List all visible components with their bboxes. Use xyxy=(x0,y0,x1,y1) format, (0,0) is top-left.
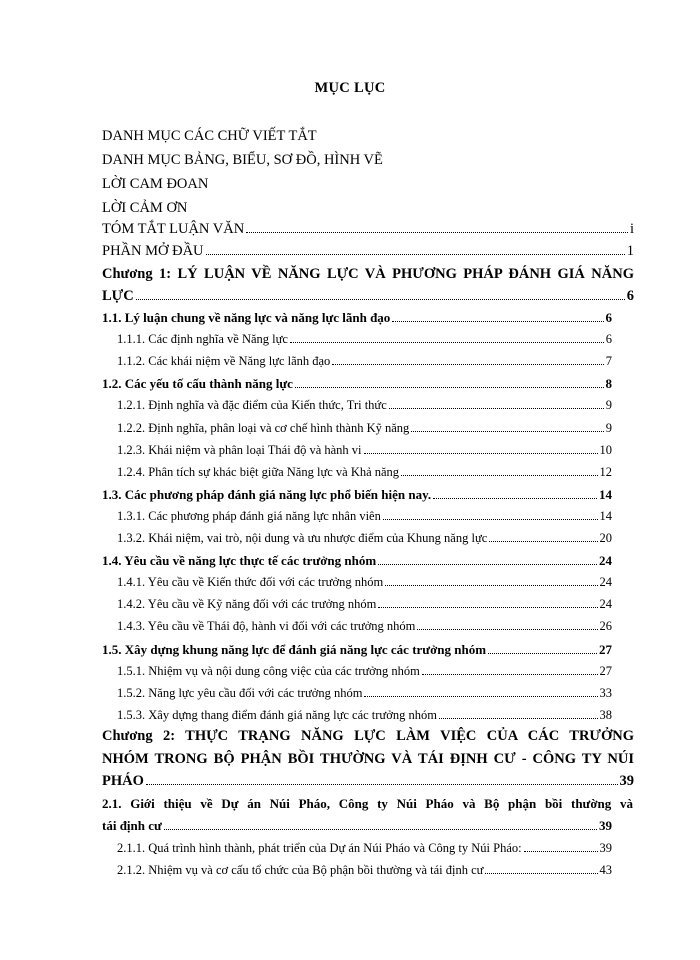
toc-subsection-entry xyxy=(117,353,612,370)
toc-entry-text: 2.1.2. Nhiệm vụ và cơ cấu tổ chức của Bộ phận bồi thường và tái định cư xyxy=(117,863,484,877)
toc-entry-page: 24 xyxy=(599,597,612,612)
dot-leader xyxy=(364,696,597,697)
toc-section-entry xyxy=(102,552,612,569)
toc-entry-text: 1.2. Các yếu tố cấu thành năng lực xyxy=(102,376,293,392)
toc-chapter2-line3: PHÁO xyxy=(102,773,144,789)
toc-entry-page: 24 xyxy=(599,575,612,590)
dot-leader xyxy=(401,475,597,476)
toc-chapter1-page: 6 xyxy=(626,288,634,304)
toc-section-entry xyxy=(102,486,612,503)
dot-leader xyxy=(417,629,597,630)
toc-entry-page: 26 xyxy=(599,619,612,634)
toc-entry-text: 1.3.2. Khái niệm, vai trò, nội dung và ưu nhược điểm của Khung năng lực xyxy=(117,531,488,545)
toc-entry-text: 1.5.2. Năng lực yêu cầu đối với các trưởng nhóm xyxy=(117,685,363,700)
toc-section21-page: 39 xyxy=(599,818,612,833)
toc-entry-page: 39 xyxy=(599,841,612,855)
toc-introduction xyxy=(102,243,634,260)
toc-entry-text: 1.2.3. Khái niệm và phân loại Thái độ và hành vi xyxy=(117,442,362,457)
dot-leader xyxy=(488,653,597,654)
toc-entry-text: 1.4.2. Yêu cầu về Kỹ năng đối với các trưởng nhóm xyxy=(117,597,377,612)
toc-section-entry xyxy=(102,641,612,658)
toc-chapter1 xyxy=(102,288,634,305)
toc-entry-text: 1.4.3. Yêu cầu về Thái độ, hành vi đối với các trưởng nhóm xyxy=(117,619,416,634)
toc-section-entry xyxy=(102,375,612,392)
toc-entry-page: 9 xyxy=(605,420,612,435)
toc-chapter1-line1: Chương 1: LÝ LUẬN VỀ NĂNG LỰC VÀ PHƯƠNG PHÁP ĐÁNH GIÁ NĂNG xyxy=(102,266,634,282)
toc-tables-figures: DANH MỤC BẢNG, BIỂU, SƠ ĐỒ, HÌNH VẼ xyxy=(102,152,383,168)
toc-entry-text: 1.5.1. Nhiệm vụ và nội dung công việc của các trưởng nhóm xyxy=(117,663,420,678)
toc-entry-page: 6 xyxy=(605,310,612,325)
toc-subsection-entry xyxy=(117,618,612,635)
dot-leader xyxy=(378,564,597,565)
dot-leader xyxy=(524,851,598,852)
dot-leader xyxy=(164,829,597,830)
toc-entry-text: 1.1. Lý luận chung về năng lực và năng lực lãnh đạo xyxy=(102,310,391,325)
toc-entry-page: 9 xyxy=(605,398,612,413)
dot-leader xyxy=(489,541,597,542)
toc-entry-text: 1.3.1. Các phương pháp đánh giá năng lực nhân viên xyxy=(117,508,381,523)
toc-entry-page: 20 xyxy=(599,531,612,545)
toc-chapter2-line2: NHÓM TRONG BỘ PHẬN BỒI THƯỜNG VÀ TÁI ĐỊNH CƯ - CÔNG TY NÚI xyxy=(102,751,634,767)
toc-entry-page: 24 xyxy=(599,553,612,569)
toc-summary-text: TÓM TẮT LUẬN VĂN xyxy=(102,221,245,237)
toc-entry-text: 1.2.2. Định nghĩa, phân loại và cơ chế hình thành Kỹ năng xyxy=(117,420,410,435)
toc-entry-text: 2.1.1. Quá trình hình thành, phát triển của Dự án Núi Pháo và Công ty Núi Pháo: xyxy=(117,841,522,855)
dot-leader xyxy=(411,431,603,432)
toc-entry-text: 1.5. Xây dựng khung năng lực để đánh giá năng lực các trưởng nhóm xyxy=(102,641,487,657)
dot-leader xyxy=(146,784,618,785)
toc-subsection-entry xyxy=(117,596,612,613)
toc-entry-text: 1.5.3. Xây dựng thang điểm đánh giá năng lực các trưởng nhóm xyxy=(117,707,437,722)
toc-subsection-entry xyxy=(117,442,612,459)
page-title: MỤC LỤC xyxy=(314,80,386,96)
toc-subsection-entry xyxy=(117,862,612,879)
dot-leader xyxy=(385,585,597,586)
toc-entry-text: 1.4. Yêu cầu về năng lực thực tế các trưởng nhóm xyxy=(102,553,377,569)
dot-leader xyxy=(389,408,604,409)
toc-entry-page: 27 xyxy=(599,663,612,678)
toc-section21-line1: 2.1. Giới thiệu về Dự án Núi Pháo, Công ty Núi Pháo và Bộ phận bồi thường và xyxy=(102,796,633,811)
toc-entry-page: 27 xyxy=(599,641,612,657)
toc-entry-page: 6 xyxy=(605,332,612,347)
toc-summary-page: i xyxy=(629,221,634,237)
toc-entry-page: 12 xyxy=(599,464,612,479)
toc-entry-text: 1.3. Các phương pháp đánh giá năng lực phổ biến hiện nay. xyxy=(102,486,432,502)
toc-subsection-entry xyxy=(117,840,612,857)
toc-entry-page: 14 xyxy=(599,508,612,523)
dot-leader xyxy=(364,453,598,454)
toc-entry-page: 33 xyxy=(599,685,612,700)
toc-subsection-entry xyxy=(117,530,612,547)
dot-leader xyxy=(433,498,597,499)
toc-section21-line2: tái định cư xyxy=(102,818,162,833)
dot-leader xyxy=(378,607,597,608)
toc-subsection-entry xyxy=(117,663,612,680)
dot-leader xyxy=(332,364,603,365)
toc-introduction-page: 1 xyxy=(626,243,634,259)
toc-chapter1-line2: LỰC xyxy=(102,288,134,304)
toc-section21 xyxy=(102,817,612,834)
toc-acknowledgement: LỜI CẢM ƠN xyxy=(102,200,188,216)
toc-entry-text: 1.4.1. Yêu cầu về Kiến thức đối với các trưởng nhóm xyxy=(117,575,384,590)
toc-subsection-entry xyxy=(117,685,612,702)
dot-leader xyxy=(383,519,598,520)
toc-entry-page: 10 xyxy=(599,442,612,457)
toc-chapter2 xyxy=(102,773,634,790)
toc-section-entry xyxy=(102,309,612,326)
dot-leader xyxy=(485,873,597,874)
dot-leader xyxy=(246,232,628,233)
toc-subsection-entry xyxy=(117,707,612,724)
toc-introduction-text: PHẦN MỞ ĐẦU xyxy=(102,243,204,259)
dot-leader xyxy=(290,342,604,343)
toc-summary xyxy=(102,221,634,238)
toc-subsection-entry xyxy=(117,574,612,591)
dot-leader xyxy=(439,718,598,719)
toc-declaration: LỜI CAM ĐOAN xyxy=(102,176,209,192)
toc-entry-page: 8 xyxy=(605,376,612,392)
toc-entry-text: 1.1.2. Các khái niệm về Năng lực lãnh đạo xyxy=(117,354,331,369)
toc-subsection-entry xyxy=(117,420,612,437)
toc-entry-page: 43 xyxy=(599,863,612,877)
toc-entry-text: 1.2.1. Định nghĩa và đặc điểm của Kiến thức, Tri thức xyxy=(117,398,387,413)
toc-subsection-entry xyxy=(117,397,612,414)
toc-entry-page: 38 xyxy=(599,707,612,722)
dot-leader xyxy=(206,254,625,255)
dot-leader xyxy=(422,674,598,675)
toc-subsection-entry xyxy=(117,508,612,525)
dot-leader xyxy=(295,387,604,388)
dot-leader xyxy=(136,299,625,300)
toc-entry-page: 14 xyxy=(599,486,612,502)
toc-chapter2-line1: Chương 2: THỰC TRẠNG NĂNG LỰC LÀM VIỆC CỦA CÁC TRƯỞNG xyxy=(102,728,634,744)
toc-chapter2-page: 39 xyxy=(619,773,634,789)
toc-entry-text: 1.1.1. Các định nghĩa về Năng lực xyxy=(117,332,288,347)
toc-abbreviations: DANH MỤC CÁC CHỮ VIẾT TẮT xyxy=(102,128,317,144)
toc-entry-text: 1.2.4. Phân tích sự khác biệt giữa Năng lực và Khả năng xyxy=(117,464,400,479)
toc-subsection-entry xyxy=(117,331,612,348)
toc-subsection-entry xyxy=(117,464,612,481)
toc-entry-page: 7 xyxy=(605,354,612,369)
dot-leader xyxy=(392,321,603,322)
